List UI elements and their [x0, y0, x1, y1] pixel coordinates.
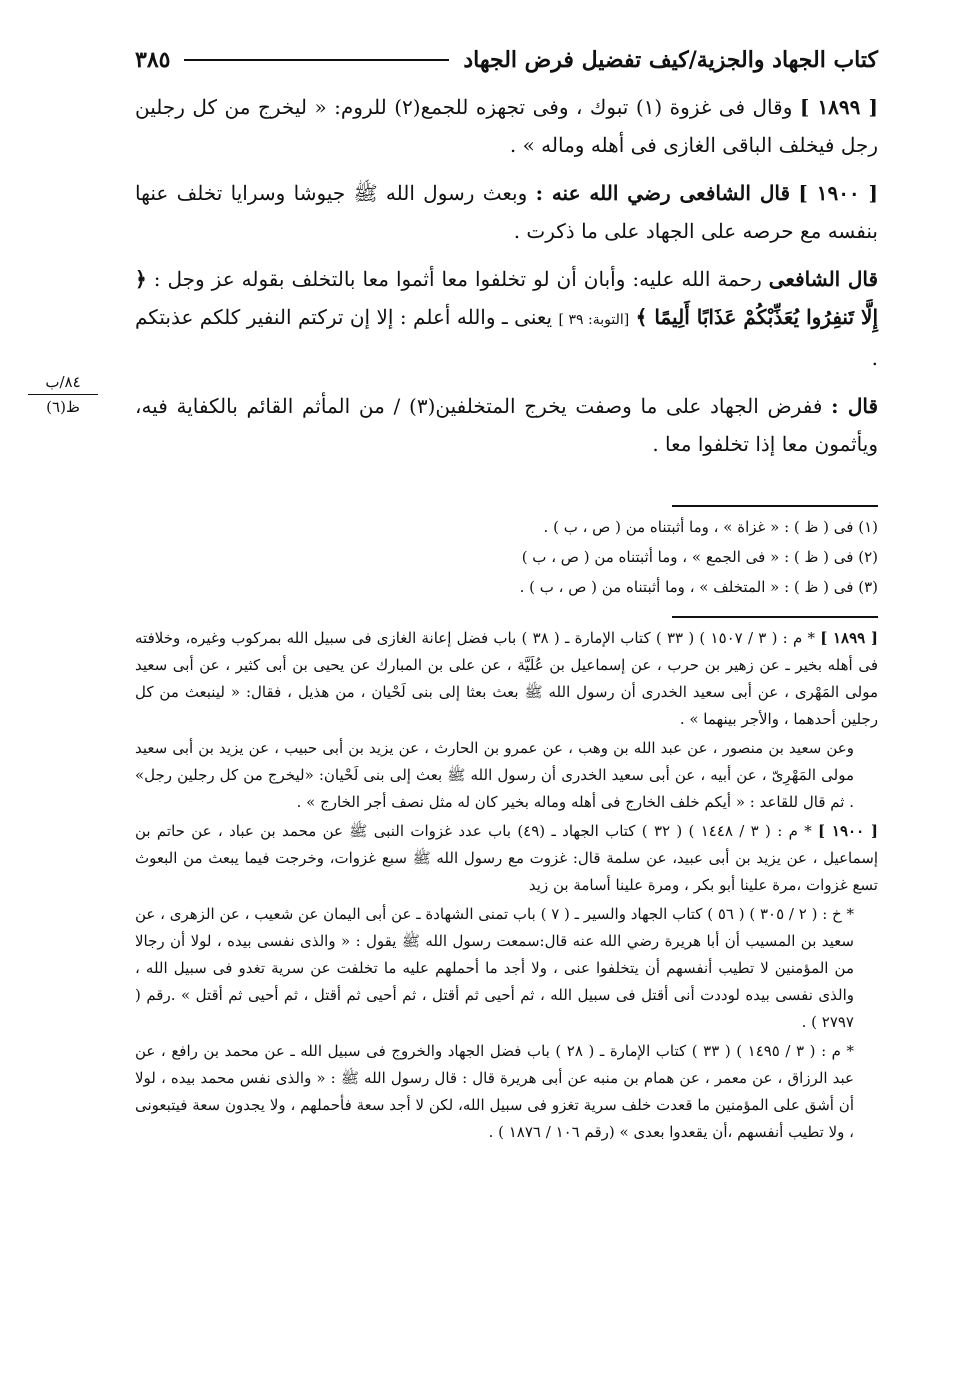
page-number: ٣٨٥	[135, 47, 171, 73]
paragraph-number: [ ١٨٩٩ ]	[799, 95, 878, 119]
hadith-text: * م : ( ٣ / ١٤٩٥ ) ( ٣٣ ) كتاب الإمارة ـ ( ٢٨ ) باب فضل الجهاد والخروج فى سبيل الله ـ عن محمد بن رافع ، عن عبد الرزاق ، عن معمر ، عن همام بن منبه عن أبى هريرة قال : قال رسول الله ﷺ : « والذى نفس محمد بيده ، لولا أن أشق على المؤمنين ما قعدت خلف سرية تغزو فى سبيل الله، لكن لا أجد سعة فأحملهم ، ولا يجدون سعة فيتبعونى ، ولا تطيب أنفسهم ،أن يقعدوا بعدى » (رقم ١٠٦ / ١٨٧٦ ) .	[135, 1042, 855, 1141]
header-rule	[184, 59, 449, 61]
hadith-text: وعن سعيد بن منصور ، عن عبد الله بن وهب ، عن عمرو بن الحارث ، عن يزيد بن أبى حبيب ، عن يزيد بن أبى سعيد مولى المَهْرِىّ ، عن أبيه ، عن أبى سعيد الخدرى أن رسول الله ﷺ بعث إلى بنى لَحْيان: «ليخرج من كل رجلين رجل» . ثم قال للقاعد : « أيكم خلف الخارج فى أهله وماله بخير كان له مثل نصف أجر الخارج » .	[135, 739, 854, 811]
hadith-references	[135, 625, 878, 1148]
hadith-text: * م : ( ٣ / ١٤٤٨ ) ( ٣٢ ) كتاب الجهاد ـ (٤٩) باب عدد غزوات النبى ﷺ عن محمد بن عباد ، عن حاتم بن إسماعيل ، عن يزيد بن أبى عبيد، عن سلمة قال: غزوت مع رسول الله ﷺ سبع غزوات، وخرجت فيما يبعث من البعوث تسع غزوات ،مرة علينا أبو بكر ، ومرة علينا أسامة بن زيد	[135, 822, 878, 894]
paragraph-1899	[135, 88, 878, 164]
margin-note-folio: ٨٤/ب	[28, 370, 98, 395]
paragraph-qala	[135, 387, 878, 463]
hadith-entry-1899-continued	[135, 735, 878, 816]
footnote: (١) فى ( ظ ) : « غزاة » ، وما أثبتناه من ( ص ، ب ) .	[543, 518, 878, 536]
footnotes	[135, 512, 878, 602]
quran-verse: ﴿ إِلَّا تَنفِرُوا يُعَذِّبْكُمْ عَذَابًا أَلِيمًا ﴾	[135, 267, 879, 329]
header-title: كتاب الجهاد والجزية/كيف تفضيل فرض الجهاد	[463, 47, 878, 73]
footnote: (٣) فى ( ظ ) : « المتخلف » ، وما أثبتناه من ( ص ، ب ) .	[519, 578, 878, 596]
hadith-text: * م : ( ٣ / ١٥٠٧ ) ( ٣٣ ) كتاب الإمارة ـ ( ٣٨ ) باب فضل إعانة الغازى فى سبيل الله بمركوب وغيره، وخلافته فى أهله بخير ـ عن زهير بن حرب ، عن إسماعيل بن عُلَيَّة ، عن على بن المبارك عن يحيى بن أبى كثير ، عن أبى سعيد مولى المَهْرى ، عن أبى سعيد الخدرى أن رسول الله ﷺ بعث بعثا إلى بنى لَحْيان ، من هذيل ، فقال: « لينبعث من كل رجلين أحدهما ، والأجر بينهما » .	[135, 629, 878, 728]
speaker-name: قال الشافعى رضي الله عنه :	[535, 181, 791, 205]
paragraph-text: وقال فى غزوة (١) تبوك ، وفى تجهزه للجمع(٢) للروم: « ليخرج من كل رجلين رجل فيخلف الباقى الغازى فى أهله وماله » .	[135, 95, 878, 157]
margin-note	[28, 370, 98, 419]
hadith-number: [ ١٨٩٩ ]	[820, 629, 879, 647]
hadith-entry-bukhari	[135, 901, 878, 1036]
paragraph-1900	[135, 174, 878, 250]
paragraph-text: ففرض الجهاد على ما وصفت يخرج المتخلفين(٣) / من المأثم القائم بالكفاية فيه، ويأثمون معا إذا تخلفوا معا .	[135, 394, 878, 456]
hadith-number: [ ١٩٠٠ ]	[818, 822, 879, 840]
main-text	[135, 88, 878, 473]
paragraph-text: رحمة الله عليه: وأبان أن لو تخلفوا معا أثموا معا بالتخلف بقوله عز وجل :	[153, 267, 762, 291]
speaker-name: قال :	[831, 394, 879, 418]
speaker-name: قال الشافعى	[768, 267, 879, 291]
footnote: (٢) فى ( ظ ) : « فى الجمع » ، وما أثبتناه من ( ص ، ب )	[521, 548, 878, 566]
paragraph-text: وبعث رسول الله ﷺ جيوشا وسرايا تخلف عنها بنفسه مع حرصه على الجهاد على ما ذكرت .	[135, 181, 878, 243]
notes-divider	[672, 505, 878, 507]
paragraph-number: [ ١٩٠٠ ]	[798, 181, 879, 205]
hadith-divider	[672, 616, 878, 618]
paragraph-shafii	[135, 260, 878, 377]
paragraph-text: يعنى ـ والله أعلم : إلا إن تركتم النفير كلكم عذبتكم .	[135, 305, 878, 370]
margin-note-manuscript: ظ(٦)	[46, 398, 80, 416]
hadith-entry-1900	[135, 818, 878, 899]
hadith-text: * خ : ( ٢ / ٣٠٥ ) ( ٥٦ ) كتاب الجهاد والسير ـ ( ٧ ) باب تمنى الشهادة ـ عن أبى اليمان عن شعيب ، عن الزهرى ، عن سعيد بن المسيب أن أبا هريرة رضي الله عنه قال:سمعت رسول الله ﷺ يقول : « والذى نفسى بيده ، لولا أن رجالا من المؤمنين لا تطيب أنفسهم أن يتخلفوا عنى ، ولا أجد ما أحملهم عليه ما تخلفت عن سرية تغدو فى سبيل الله ، والذى نفسى بيده لوددت أنى أقتل فى سبيل الله ، ثم أحيى ثم أقتل ، ثم أحيى ثم أقتل ، ثم أحيى ثم أقتل » .رقم ( ٢٧٩٧ ) .	[135, 905, 854, 1031]
hadith-entry-muslim	[135, 1038, 878, 1146]
hadith-entry-1899	[135, 625, 878, 733]
verse-reference: [التوبة: ٣٩ ]	[558, 312, 630, 328]
running-header	[135, 40, 878, 80]
